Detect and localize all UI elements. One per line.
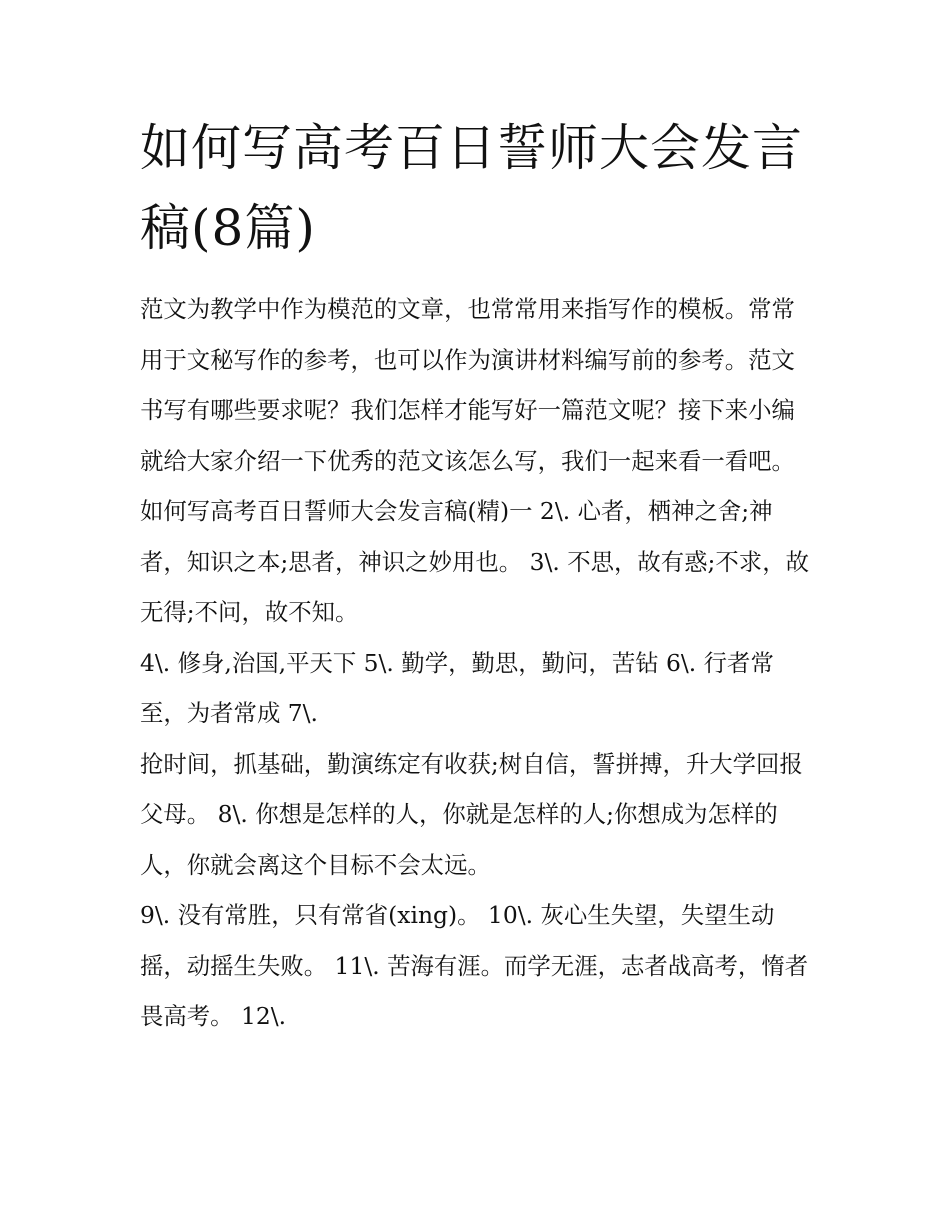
document-body	[140, 284, 812, 1042]
paragraph: 9\. 没有常胜，只有常省(xing)。 10\. 灰心生失望，失望生动摇，动摇生失败。 11\. 苦海有涯。而学无涯，志者战高考，惰者畏高考。 12\.	[140, 901, 809, 1030]
paragraph: 4\. 修身,治国,平天下 5\. 勤学，勤思，勤问，苦钻 6\. 行者常至，为者常成 7\.	[140, 648, 774, 727]
document-page	[140, 108, 812, 1042]
paragraph: 如何写高考百日誓师大会发言稿(精)一 2\. 心者，栖神之舍;神者，知识之本;思者，神识之妙用也。 3\. 不思，故有惑;不求，故无得;不问，故不知。	[140, 497, 809, 626]
document-title: 如何写高考百日誓师大会发言稿(8篇)	[140, 119, 803, 257]
paragraph: 抢时间，抓基础，勤演练定有收获;树自信，誓拼搏，升大学回报父母。 8\. 你想是怎样的人，你就是怎样的人;你想成为怎样的人，你就会离这个目标不会太远。	[140, 749, 803, 879]
paragraph: 范文为教学中作为模范的文章，也常常用来指写作的模板。常常用于文秘写作的参考，也可以作为演讲材料编写前的参考。范文书写有哪些要求呢？我们怎样才能写好一篇范文呢？接下来小编就给大家介绍一下优秀的范文该怎么写，我们一起来看一看吧。	[140, 295, 795, 475]
